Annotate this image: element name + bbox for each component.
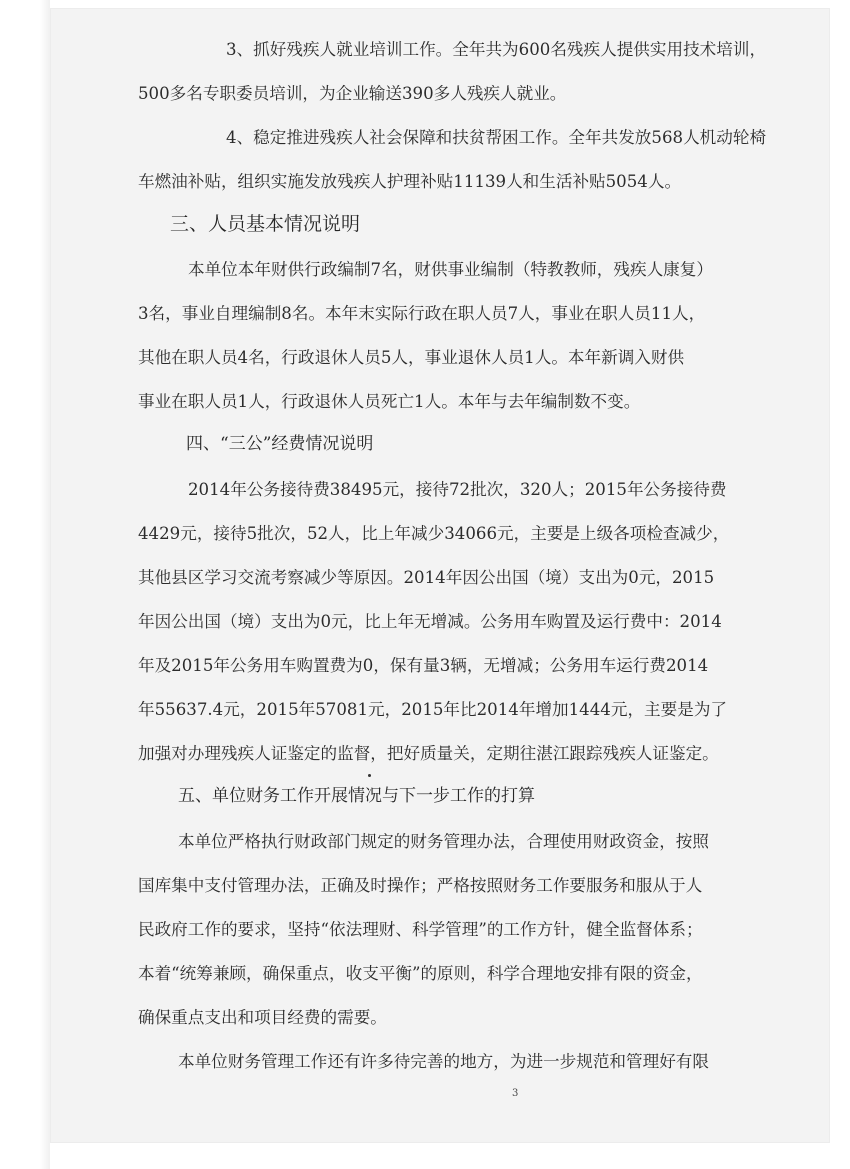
paragraph-line: 2014年公务接待费38495元，接待72批次，320人；2015年公务接待费	[188, 480, 727, 499]
paragraph-line: 加强对办理残疾人证鉴定的监督，把好质量关，定期往湛江跟踪残疾人证鉴定。	[138, 744, 719, 763]
paragraph-line: 3、抓好残疾人就业培训工作。全年共为600名残疾人提供实用技术培训，	[226, 40, 767, 59]
scan-speck	[368, 774, 371, 777]
document-page	[50, 8, 830, 1143]
paragraph-line: 事业在职人员1人，行政退休人员死亡1人。本年与去年编制数不变。	[138, 392, 641, 411]
paragraph-line: 本着“统筹兼顾，确保重点，收支平衡”的原则，科学合理地安排有限的资金，	[138, 964, 703, 983]
paragraph-line: 其他县区学习交流考察减少等原因。2014年因公出国（境）支出为0元，2015	[138, 568, 715, 587]
paragraph-line: 500多名专职委员培训，为企业输送390多人残疾人就业。	[138, 84, 567, 103]
section-heading-4: 四、“三公”经费情况说明	[186, 434, 374, 454]
paragraph-line: 国库集中支付管理办法，正确及时操作；严格按照财务工作要服务和服从于人	[138, 876, 703, 895]
paragraph-line: 年及2015年公务用车购置费为0，保有量3辆，无增减；公务用车运行费2014	[138, 656, 709, 675]
paragraph-line: 年55637.4元，2015年57081元，2015年比2014年增加1444元，主要是为了	[138, 700, 728, 719]
paragraph-line: 3名，事业自理编制8名。本年末实际行政在职人员7人，事业在职人员11人，	[138, 304, 706, 323]
paragraph-line: 本单位严格执行财政部门规定的财务管理办法，合理使用财政资金，按照	[178, 832, 709, 851]
paragraph-line: 年因公出国（境）支出为0元，比上年无增减。公务用车购置及运行费中：2014	[138, 612, 722, 631]
page-number: 3	[512, 1088, 519, 1099]
paragraph-line: 确保重点支出和项目经费的需要。	[138, 1008, 387, 1027]
section-heading-5: 五、单位财务工作开展情况与下一步工作的打算	[178, 786, 535, 806]
paragraph-line: 本单位财务管理工作还有许多待完善的地方，为进一步规范和管理好有限	[178, 1052, 709, 1071]
paragraph-line: 民政府工作的要求，坚持“依法理财、科学管理”的工作方针，健全监督体系；	[138, 920, 703, 939]
paragraph-line: 本单位本年财供行政编制7名，财供事业编制（特教教师，残疾人康复）	[188, 260, 713, 279]
paragraph-line: 4429元，接待5批次，52人，比上年减少34066元，主要是上级各项检查减少，	[138, 524, 730, 543]
section-heading-3: 三、人员基本情况说明	[170, 213, 361, 235]
scan-margin	[0, 0, 50, 1169]
paragraph-line: 车燃油补贴，组织实施发放残疾人护理补贴11139人和生活补贴5054人。	[138, 172, 682, 191]
paragraph-line: 其他在职人员4名，行政退休人员5人，事业退休人员1人。本年新调入财供	[138, 348, 685, 367]
paragraph-line: 4、稳定推进残疾人社会保障和扶贫帮困工作。全年共发放568人机动轮椅	[226, 128, 767, 147]
